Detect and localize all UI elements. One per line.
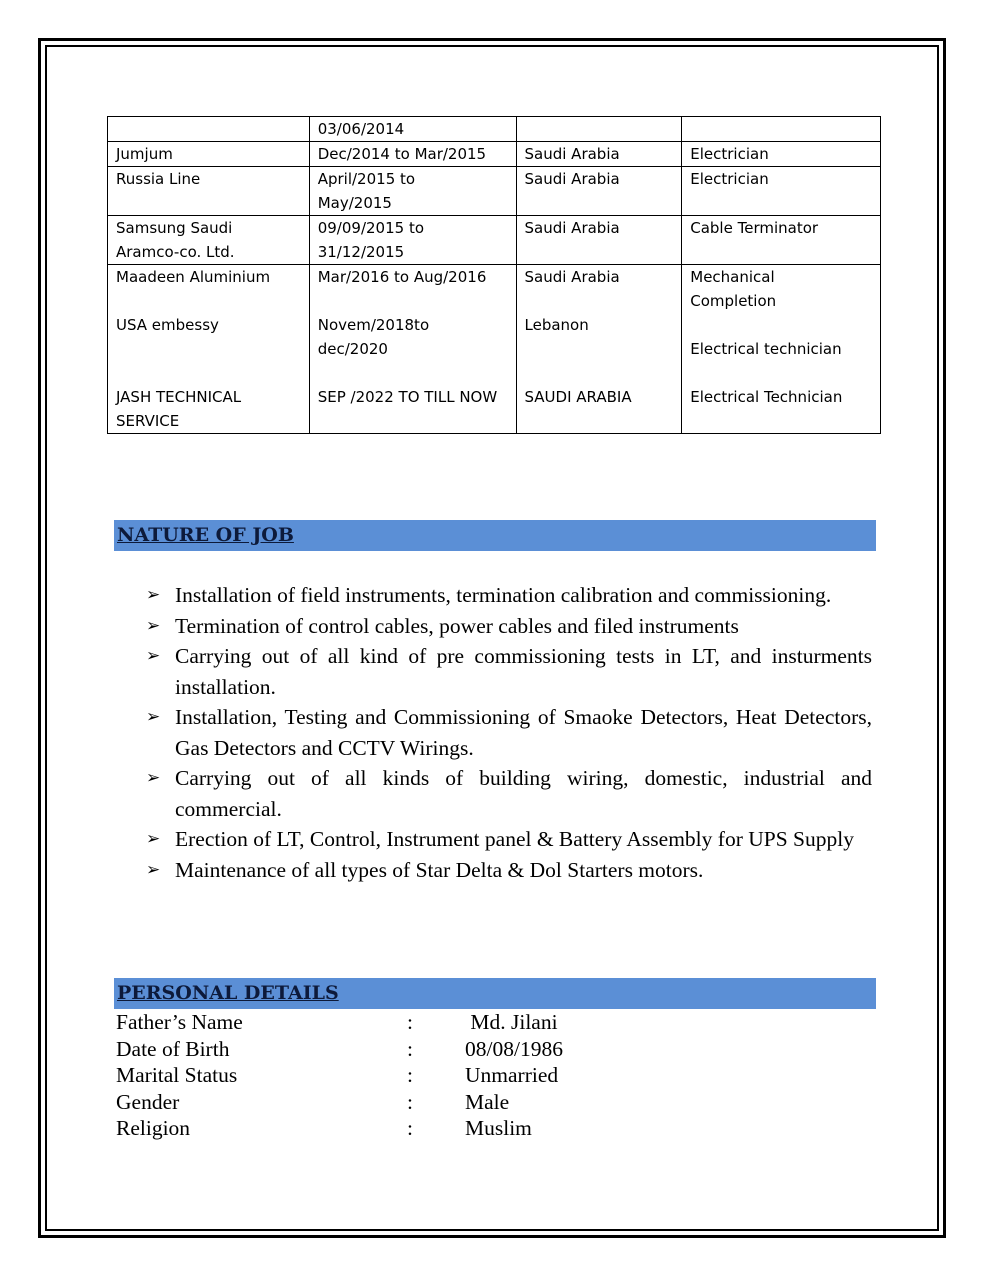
table-cell-company — [108, 265, 310, 434]
table-cell-country — [516, 167, 682, 216]
table-cell-period — [309, 265, 516, 434]
detail-label: Father’s Name — [116, 1010, 243, 1034]
cell-line: SEP /2022 TO TILL NOW — [317, 388, 498, 406]
cell-line: USA embessy — [116, 316, 219, 334]
cell-line — [116, 361, 301, 385]
table-cell-country — [516, 117, 682, 142]
cell-line: Electrical Technician — [690, 388, 843, 406]
cell-line: dec/2020 — [317, 340, 388, 358]
cell-line: SAUDI ARABIA — [524, 388, 632, 406]
table-cell-position — [682, 142, 881, 167]
cell-line — [525, 361, 674, 385]
table-cell-company — [108, 142, 310, 167]
cell-line: Mar/2016 to Aug/2016 — [317, 268, 487, 286]
list-item-text: Installation of field instruments, termination calibration and commissioning. — [175, 583, 832, 607]
cell-line: Completion — [690, 292, 777, 310]
table-cell-company — [108, 117, 310, 142]
cell-line: May/2015 — [317, 194, 392, 212]
list-item — [140, 702, 872, 763]
table-cell-country — [516, 142, 682, 167]
table-cell-period — [309, 216, 516, 265]
list-item-text: Maintenance of all types of Star Delta & Dol Starters motors. — [175, 857, 704, 882]
detail-row — [116, 1062, 816, 1089]
detail-row — [116, 1115, 816, 1142]
cell-line: Lebanon — [524, 316, 589, 334]
detail-label: Marital Status — [116, 1063, 238, 1087]
cell-line: Samsung Saudi — [116, 219, 233, 237]
cell-line: Electrician — [690, 170, 769, 188]
detail-label: Gender — [116, 1089, 180, 1114]
cell-line: Electrical technician — [690, 340, 842, 358]
table-cell-period — [309, 167, 516, 216]
cell-line: Saudi Arabia — [524, 145, 620, 163]
cell-line — [318, 361, 508, 385]
cell-line — [116, 289, 301, 313]
personal-details-heading: PERSONAL DETAILS — [114, 978, 876, 1009]
cell-line — [525, 337, 674, 361]
detail-value: 08/08/1986 — [465, 1036, 563, 1061]
detail-label: Religion — [116, 1116, 191, 1140]
list-item — [140, 763, 872, 824]
table-row — [108, 142, 881, 167]
detail-value: Md. Jilani — [465, 1010, 558, 1034]
cell-line: Dec/2014 to Mar/2015 — [317, 145, 487, 163]
list-item — [140, 580, 872, 611]
detail-value: Unmarried — [465, 1063, 559, 1087]
table-cell-country — [516, 265, 682, 434]
cell-line — [525, 289, 674, 313]
table-row — [108, 167, 881, 216]
cell-line: 31/12/2015 — [317, 243, 405, 261]
arrow-bullet-icon: ➢ — [146, 768, 161, 788]
list-item-text: Installation, Testing and Commissioning of Smaoke Detectors, Heat Detectors, Gas Detectors and CCTV Wirings. — [175, 705, 872, 760]
cell-line: 09/09/2015 to — [317, 219, 425, 237]
cell-line: Electrician — [690, 145, 769, 163]
cell-line: Cable Terminator — [690, 219, 819, 237]
table-row — [108, 265, 881, 434]
arrow-bullet-icon: ➢ — [146, 707, 161, 727]
cell-line: 03/06/2014 — [317, 120, 405, 138]
detail-value: Muslim — [465, 1116, 532, 1140]
detail-separator: : — [407, 1089, 413, 1114]
arrow-bullet-icon: ➢ — [146, 829, 161, 849]
table-row — [108, 216, 881, 265]
list-item — [140, 641, 872, 702]
cell-line: Novem/2018to — [317, 316, 430, 334]
table-cell-position — [682, 167, 881, 216]
detail-separator: : — [407, 1010, 413, 1034]
list-item-text: Termination of control cables, power cables and filed instruments — [175, 613, 739, 638]
detail-label: Date of Birth — [116, 1036, 230, 1061]
cell-line — [116, 337, 301, 361]
list-item — [140, 855, 872, 886]
detail-row — [116, 1009, 816, 1036]
experience-table — [107, 116, 881, 434]
cell-line: SERVICE — [116, 412, 180, 430]
arrow-bullet-icon: ➢ — [146, 615, 161, 636]
nature-of-job-heading: NATURE OF JOB — [114, 520, 876, 551]
detail-separator: : — [407, 1036, 413, 1061]
cell-line: Mechanical — [690, 268, 775, 286]
list-item-text: Carrying out of all kind of pre commissioning tests in LT, and insturments installation. — [175, 644, 872, 699]
cell-line: Jumjum — [116, 145, 173, 163]
table-cell-position — [682, 265, 881, 434]
cell-line — [690, 117, 872, 141]
arrow-bullet-icon: ➢ — [146, 585, 161, 605]
list-item — [140, 611, 872, 642]
cell-line — [318, 289, 508, 313]
table-cell-country — [516, 216, 682, 265]
detail-row — [116, 1036, 816, 1063]
cell-line — [116, 117, 301, 141]
personal-details — [116, 1009, 816, 1142]
table-row — [108, 117, 881, 142]
list-item-text: Carrying out of all kinds of building wiring, domestic, industrial and commercial. — [175, 766, 872, 821]
table-cell-period — [309, 117, 516, 142]
list-item — [140, 824, 872, 855]
cell-line: Aramco-co. Ltd. — [116, 243, 235, 261]
detail-separator: : — [407, 1063, 413, 1087]
cell-line: Russia Line — [116, 170, 201, 188]
cell-line — [690, 313, 872, 337]
detail-separator: : — [407, 1116, 413, 1140]
table-cell-company — [108, 167, 310, 216]
cell-line: April/2015 to — [317, 170, 416, 188]
detail-value: Male — [465, 1089, 510, 1114]
cell-line: JASH TECHNICAL — [116, 388, 242, 406]
nature-of-job-list — [140, 580, 872, 885]
table-cell-position — [682, 117, 881, 142]
cell-line: Saudi Arabia — [524, 170, 620, 188]
cell-line: Maadeen Aluminium — [116, 268, 271, 286]
table-cell-company — [108, 216, 310, 265]
arrow-bullet-icon: ➢ — [146, 859, 161, 880]
cell-line: Saudi Arabia — [524, 268, 620, 286]
table-cell-period — [309, 142, 516, 167]
table-cell-position — [682, 216, 881, 265]
cell-line — [525, 117, 674, 141]
cell-line: Saudi Arabia — [524, 219, 620, 237]
cell-line — [690, 361, 872, 385]
detail-row — [116, 1089, 816, 1116]
list-item-text: Erection of LT, Control, Instrument panel & Battery Assembly for UPS Supply — [175, 827, 854, 851]
arrow-bullet-icon: ➢ — [146, 646, 161, 666]
